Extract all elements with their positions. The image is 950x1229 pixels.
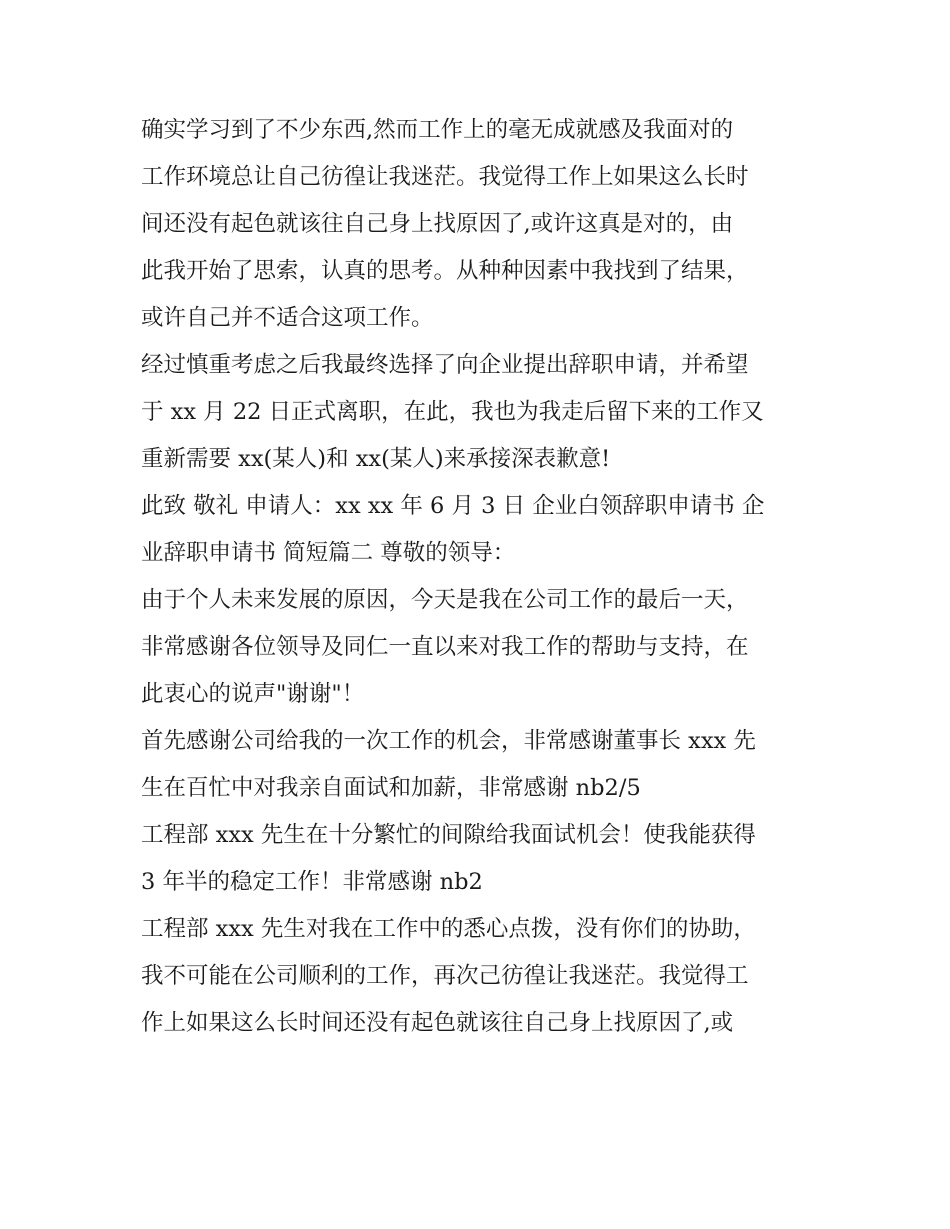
text-line: 此致 敬礼 申请人：xx xx 年 6 月 3 日 企业白领辞职申请书 企 (141, 493, 765, 519)
text-line: 重新需要 xx(某人)和 xx(某人)来承接深表歉意! (141, 446, 611, 472)
text-line: 我不可能在公司顺利的工作，再次己彷徨让我迷茫。我觉得工 (141, 963, 749, 989)
text-line: 确实学习到了不少东西,然而工作上的毫无成就感及我面对的 (141, 117, 734, 143)
text-line: 间还没有起色就该往自己身上找原因了,或许这真是对的，由 (141, 211, 734, 237)
text-line: 或许自己并不适合这项工作。 (141, 305, 434, 331)
text-line: 经过慎重考虑之后我最终选择了向企业提出辞职申请，并希望 (141, 352, 749, 378)
text-line: 工作环境总让自己彷徨让我迷茫。我觉得工作上如果这么长时 (141, 164, 749, 190)
text-line: 3 年半的稳定工作！非常感谢 nb2 (141, 869, 483, 895)
text-line: 工程部 xxx 先生对我在工作中的悉心点拨，没有你们的协助， (141, 916, 756, 942)
text-line: 此我开始了思索，认真的思考。从种种因素中我找到了结果， (141, 258, 749, 284)
text-line: 作上如果这么长时间还没有起色就该往自己身上找原因了,或 (141, 1010, 734, 1036)
text-line: 工程部 xxx 先生在十分繁忙的间隙给我面试机会！使我能获得 (141, 822, 756, 848)
text-line: 于 xx 月 22 日正式离职，在此，我也为我走后留下来的工作又 (141, 399, 764, 425)
body-text (141, 107, 821, 1047)
text-line: 生在百忙中对我亲自面试和加薪，非常感谢 nb2/5 (141, 775, 641, 801)
text-line: 由于个人未来发展的原因，今天是我在公司工作的最后一天， (141, 587, 749, 613)
text-line: 首先感谢公司给我的一次工作的机会，非常感谢董事长 xxx 先 (141, 728, 756, 754)
text-line: 业辞职申请书 简短篇二 尊敬的领导： (141, 540, 516, 566)
text-line: 非常感谢各位领导及同仁一直以来对我工作的帮助与支持，在 (141, 634, 749, 660)
text-line: 此衷心的说声"谢谢"！ (141, 681, 365, 707)
